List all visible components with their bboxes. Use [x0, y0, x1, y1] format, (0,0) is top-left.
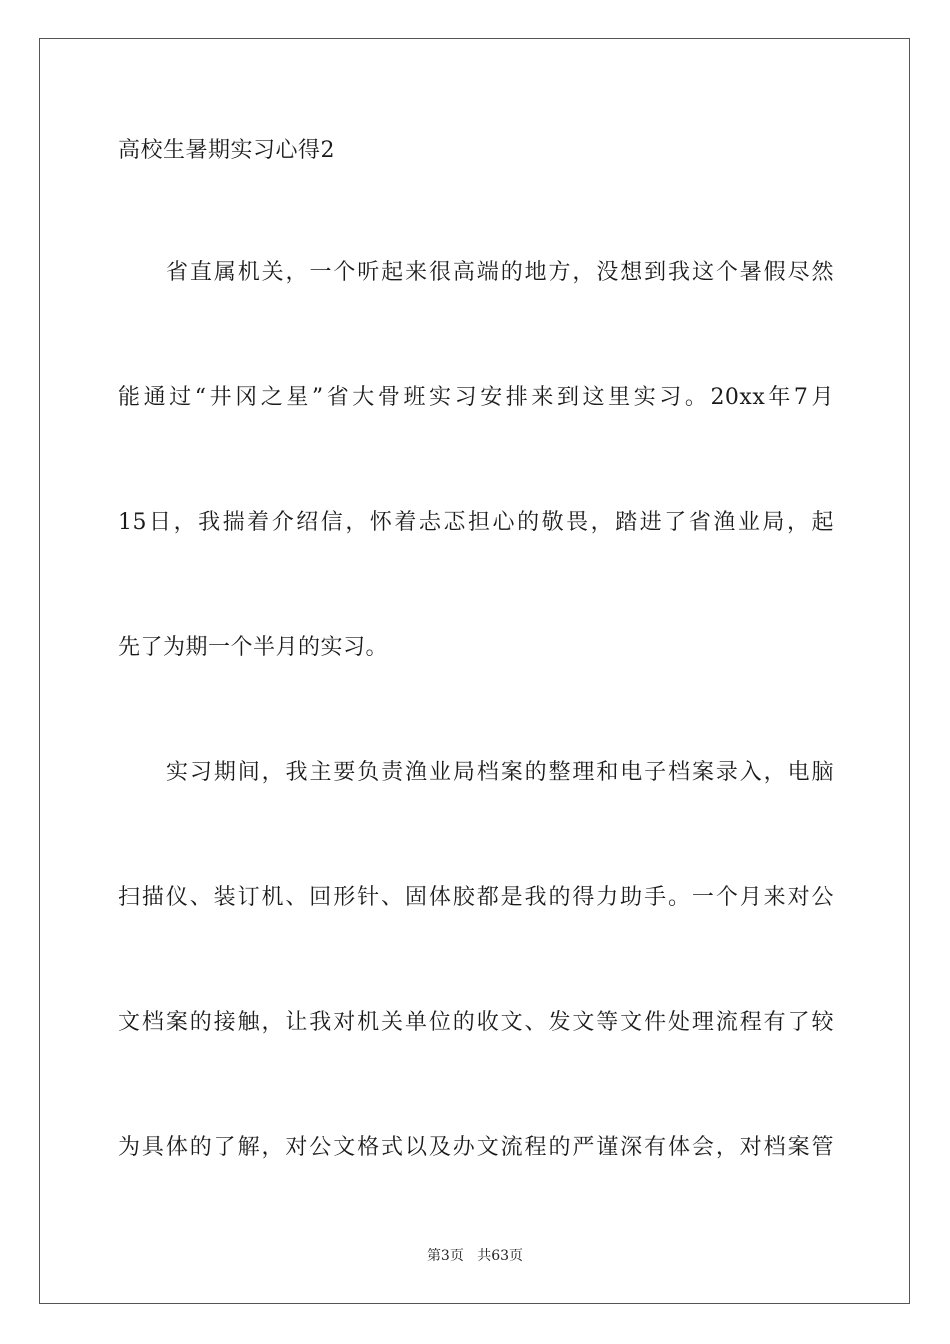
- page-number: 第3页: [426, 1248, 464, 1264]
- paragraph-1-line-3: 15日，我揣着介绍信，怀着忐忑担心的敬畏，踏进了省渔业局，起: [118, 510, 834, 535]
- paragraph-2-line-3: 文档案的接触，让我对机关单位的收文、发文等文件处理流程有了较: [118, 1010, 834, 1035]
- paragraph-2-line-2: 扫描仪、装订机、回形针、固体胶都是我的得力助手。一个月来对公: [118, 885, 834, 910]
- paragraph-1-line-2: 能通过“井冈之星”省大骨班实习安排来到这里实习。20xx年7月: [118, 385, 834, 410]
- paragraph-2-line-1: 实习期间，我主要负责渔业局档案的整理和电子档案录入，电脑: [166, 760, 834, 785]
- page-footer: [0, 1246, 950, 1266]
- page-border: [39, 38, 910, 1304]
- paragraph-1-line-4: 先了为期一个半月的实习。: [118, 635, 389, 660]
- page-total: 共63页: [477, 1248, 524, 1264]
- paragraph-2-line-4: 为具体的了解，对公文格式以及办文流程的严谨深有体会，对档案管: [118, 1135, 834, 1160]
- paragraph-1-line-1: 省直属机关，一个听起来很高端的地方，没想到我这个暑假尽然: [166, 260, 834, 285]
- document-title: 高校生暑期实习心得2: [118, 138, 335, 163]
